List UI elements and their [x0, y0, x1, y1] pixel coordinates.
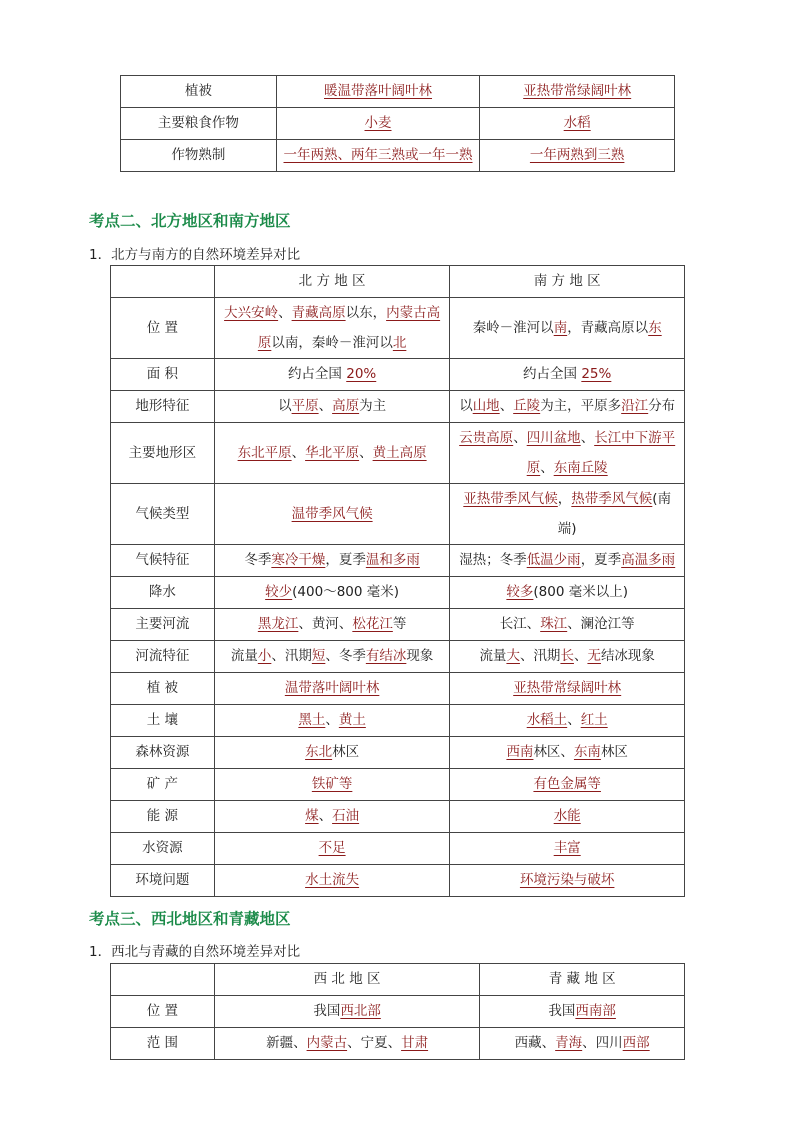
table-row	[111, 801, 685, 833]
answer-text: 内蒙古高原	[257, 305, 441, 351]
answer-text: 小	[257, 648, 272, 664]
table-header-row	[111, 266, 685, 298]
answer-text: 山地	[472, 398, 500, 414]
answer-text: 高原	[332, 398, 360, 414]
cell-text: ，夏季	[325, 552, 366, 568]
cell-text: 秦岭－淮河以	[472, 320, 554, 336]
table-row	[111, 545, 685, 577]
answer-text: 有结冰	[365, 648, 407, 664]
answer-text: 云贵高原	[459, 430, 514, 446]
cell-text: (400～800 毫米)	[292, 584, 400, 600]
answer-text: 甘肃	[401, 1035, 429, 1051]
table-row	[111, 769, 685, 801]
cell-text: 、	[540, 460, 554, 476]
answer-text: 不足	[318, 840, 346, 856]
table-crops	[120, 75, 675, 172]
answer-text: 松花江	[352, 616, 393, 632]
answer-text: 红土	[580, 712, 608, 728]
table-row	[121, 108, 675, 140]
cell-left	[214, 833, 450, 865]
table-row	[111, 641, 685, 673]
table-row	[111, 359, 685, 391]
cell-text: ，	[557, 491, 572, 507]
cell-left	[214, 865, 450, 897]
answer-text: 无	[587, 648, 601, 664]
cell-right	[450, 545, 685, 577]
answer-text: 东南丘陵	[553, 460, 608, 476]
answer-text: 长	[560, 648, 574, 664]
table-row	[111, 391, 685, 423]
answer-text: 东北平原	[237, 445, 292, 461]
answer-text: 寒冷干燥	[271, 552, 326, 568]
cell-text: 我国	[313, 1003, 341, 1019]
cell-text: 以	[278, 398, 292, 414]
table-row	[111, 673, 685, 705]
cell-left	[214, 391, 450, 423]
answer-text: 东北	[305, 744, 333, 760]
cell-left	[214, 769, 450, 801]
cell-left	[214, 577, 450, 609]
cell-text: 为主，平原多	[540, 398, 622, 414]
answer-text: 青海	[555, 1035, 583, 1051]
cell-right	[450, 609, 685, 641]
table-row	[111, 737, 685, 769]
cell-text: 、	[318, 398, 333, 414]
cell-right	[480, 108, 675, 140]
header-qinghai-tibet: 青 藏 地 区	[480, 964, 685, 996]
cell-text: 以	[459, 398, 473, 414]
cell-right	[480, 140, 675, 172]
row-label: 环境问题	[111, 865, 215, 897]
row-label: 气候类型	[111, 484, 215, 545]
cell-left	[214, 423, 450, 484]
answer-text: 亚热带常绿阔叶林	[523, 83, 632, 99]
answer-text: 西南部	[575, 1003, 616, 1019]
cell-text: 现象	[406, 648, 434, 664]
row-label: 主要河流	[111, 609, 215, 641]
answer-text: 黑土	[298, 712, 326, 728]
cell-right	[450, 737, 685, 769]
cell-text: 、四川	[582, 1035, 623, 1051]
cell-text: 为主	[359, 398, 387, 414]
answer-text: 环境污染与破坏	[519, 872, 615, 888]
cell-text: 林区、	[533, 744, 574, 760]
answer-text: 大	[506, 648, 520, 664]
cell-text: 我国	[548, 1003, 576, 1019]
cell-right	[480, 76, 675, 108]
row-label: 位 置	[111, 298, 215, 359]
cell-text: 湿热；冬季	[459, 552, 527, 568]
cell-text: 、	[278, 305, 292, 321]
cell-text: 流量	[479, 648, 507, 664]
cell-text: 、宁夏、	[347, 1035, 402, 1051]
cell-text: 、	[573, 648, 588, 664]
row-label: 土 壤	[111, 705, 215, 737]
cell-left	[214, 1028, 480, 1060]
answer-text: 一年两熟到三熟	[529, 147, 625, 163]
cell-right	[450, 577, 685, 609]
cell-text: 、	[291, 445, 306, 461]
cell-text: 、	[513, 430, 527, 446]
cell-text: 、	[499, 398, 514, 414]
answer-text: 四川盆地	[526, 430, 581, 446]
cell-text: 约占全国	[287, 366, 347, 382]
row-label: 地形特征	[111, 391, 215, 423]
cell-text: 以南，秦岭－淮河以	[271, 335, 393, 351]
table-row	[121, 140, 675, 172]
answer-text: 东南	[573, 744, 601, 760]
answer-text: 大兴安岭	[224, 305, 279, 321]
cell-left	[276, 108, 480, 140]
cell-right	[450, 801, 685, 833]
cell-right	[450, 865, 685, 897]
cell-right	[450, 359, 685, 391]
answer-text: 温和多雨	[365, 552, 420, 568]
cell-text: (800 毫米以上)	[533, 584, 628, 600]
header-northwest: 西 北 地 区	[214, 964, 480, 996]
cell-left	[214, 673, 450, 705]
header-empty	[111, 266, 215, 298]
cell-left	[214, 705, 450, 737]
answer-text: 青藏高原	[291, 305, 346, 321]
table-row	[111, 833, 685, 865]
answer-text: 水稻	[563, 115, 591, 131]
cell-text: 、汛期	[271, 648, 312, 664]
row-label: 水资源	[111, 833, 215, 865]
cell-text: 、澜沧江等	[567, 616, 635, 632]
answer-text: 短	[311, 648, 326, 664]
row-label: 能 源	[111, 801, 215, 833]
cell-text: 约占全国	[523, 366, 582, 382]
answer-text: 西部	[622, 1035, 650, 1051]
header-empty	[111, 964, 215, 996]
cell-text: 、汛期	[519, 648, 561, 664]
answer-text: 东	[648, 320, 662, 336]
table2-body	[111, 298, 685, 897]
cell-left	[214, 996, 480, 1028]
answer-text: 25%	[581, 366, 612, 382]
answer-text: 水土流失	[305, 872, 360, 888]
cell-text: 分布	[648, 398, 676, 414]
cell-text: 、	[567, 712, 581, 728]
cell-text: 、	[318, 808, 333, 824]
answer-text: 亚热带常绿阔叶林	[513, 680, 622, 696]
answer-text: 亚热带季风气候	[463, 491, 558, 507]
answer-text: 西南	[506, 744, 534, 760]
cell-right	[480, 1028, 685, 1060]
section-subheading-northwest-qinghai-tibet: 1．西北与青藏的自然环境差异对比	[89, 944, 301, 960]
table-row	[111, 996, 685, 1028]
cell-text: 等	[392, 616, 407, 632]
table-row	[111, 484, 685, 545]
answer-text: 西北部	[340, 1003, 381, 1019]
answer-text: 较少	[265, 584, 293, 600]
cell-right	[480, 996, 685, 1028]
table-northwest-qinghai-tibet	[110, 963, 685, 1060]
table-row	[111, 1028, 685, 1060]
row-label: 河流特征	[111, 641, 215, 673]
cell-left	[214, 641, 450, 673]
answer-text: 热带季风气候	[571, 491, 653, 507]
table1-body	[121, 76, 675, 172]
cell-left	[276, 76, 480, 108]
table-row	[111, 298, 685, 359]
cell-left	[214, 484, 450, 545]
answer-text: 沿江	[621, 398, 649, 414]
row-label: 植被	[121, 76, 277, 108]
answer-text: 温带落叶阔叶林	[284, 680, 380, 696]
cell-right	[450, 705, 685, 737]
row-label: 主要粮食作物	[121, 108, 277, 140]
cell-text: 、	[325, 712, 339, 728]
answer-text: 丰富	[553, 840, 581, 856]
row-label: 作物熟制	[121, 140, 277, 172]
cell-right	[450, 833, 685, 865]
row-label: 位 置	[111, 996, 215, 1028]
answer-text: 20%	[346, 366, 377, 382]
answer-text: 低温少雨	[526, 552, 581, 568]
table-row	[111, 423, 685, 484]
answer-text: 水稻土	[526, 712, 568, 728]
cell-text: 西藏、	[514, 1035, 556, 1051]
answer-text: 丘陵	[513, 398, 541, 414]
answer-text: 南	[553, 320, 568, 336]
cell-left	[214, 801, 450, 833]
row-label: 面 积	[111, 359, 215, 391]
cell-right	[450, 769, 685, 801]
answer-text: 一年两熟、两年三熟或一年一熟	[283, 147, 473, 163]
row-label: 范 围	[111, 1028, 215, 1060]
header-north: 北 方 地 区	[214, 266, 450, 298]
row-label: 降水	[111, 577, 215, 609]
table-row	[111, 705, 685, 737]
cell-text: 林区	[600, 744, 628, 760]
table-row	[121, 76, 675, 108]
cell-text: 林区	[332, 744, 360, 760]
cell-left	[214, 609, 450, 641]
cell-text: ，夏季	[580, 552, 622, 568]
answer-text: 水能	[553, 808, 581, 824]
section-heading-northwest-qinghai-tibet: 考点三、西北地区和青藏地区	[89, 909, 291, 928]
cell-text: 、黄河、	[298, 616, 353, 632]
cell-text: 长江、	[499, 616, 541, 632]
answer-text: 珠江	[540, 616, 568, 632]
cell-left	[214, 359, 450, 391]
answer-text: 黑龙江	[257, 616, 299, 632]
cell-left	[214, 737, 450, 769]
cell-right	[450, 673, 685, 705]
answer-text: 有色金属等	[533, 776, 601, 792]
cell-left	[214, 298, 450, 359]
section-heading-north-south: 考点二、北方地区和南方地区	[89, 211, 291, 230]
answer-text: 石油	[332, 808, 360, 824]
cell-left	[214, 545, 450, 577]
cell-left	[276, 140, 480, 172]
cell-right	[450, 298, 685, 359]
answer-text: 温带季风气候	[291, 506, 373, 522]
answer-text: 北	[392, 335, 407, 351]
row-label: 矿 产	[111, 769, 215, 801]
cell-right	[450, 391, 685, 423]
table3-body	[111, 996, 685, 1060]
answer-text: 平原	[291, 398, 319, 414]
answer-text: 煤	[305, 808, 319, 824]
answer-text: 华北平原	[305, 445, 360, 461]
answer-text: 铁矿等	[311, 776, 353, 792]
answer-text: 内蒙古	[306, 1035, 348, 1051]
table-header-row	[111, 964, 685, 996]
answer-text: 黄土	[338, 712, 366, 728]
cell-text: 新疆、	[266, 1035, 307, 1051]
answer-text: 暖温带落叶阔叶林	[324, 83, 433, 99]
row-label: 森林资源	[111, 737, 215, 769]
table-north-south	[110, 265, 685, 897]
answer-text: 较多	[506, 584, 534, 600]
cell-text: 结冰现象	[600, 648, 655, 664]
cell-text: ，青藏高原以	[567, 320, 649, 336]
cell-text: 、冬季	[325, 648, 366, 664]
cell-right	[450, 423, 685, 484]
answer-text: 长江中下游平原	[526, 430, 676, 476]
row-label: 主要地形区	[111, 423, 215, 484]
table-row	[111, 577, 685, 609]
cell-text: 以东，	[345, 305, 387, 321]
table-row	[111, 609, 685, 641]
answer-text: 高温多雨	[621, 552, 676, 568]
cell-right	[450, 484, 685, 545]
cell-text: 、	[359, 445, 373, 461]
row-label: 植 被	[111, 673, 215, 705]
cell-text: (南端)	[557, 491, 672, 537]
row-label: 气候特征	[111, 545, 215, 577]
section-subheading-north-south: 1．北方与南方的自然环境差异对比	[89, 247, 301, 263]
header-south: 南 方 地 区	[450, 266, 685, 298]
cell-text: 、	[580, 430, 595, 446]
cell-text: 冬季	[244, 552, 272, 568]
cell-right	[450, 641, 685, 673]
answer-text: 黄土高原	[372, 445, 427, 461]
cell-text: 流量	[230, 648, 258, 664]
table-row	[111, 865, 685, 897]
answer-text: 小麦	[364, 115, 392, 131]
